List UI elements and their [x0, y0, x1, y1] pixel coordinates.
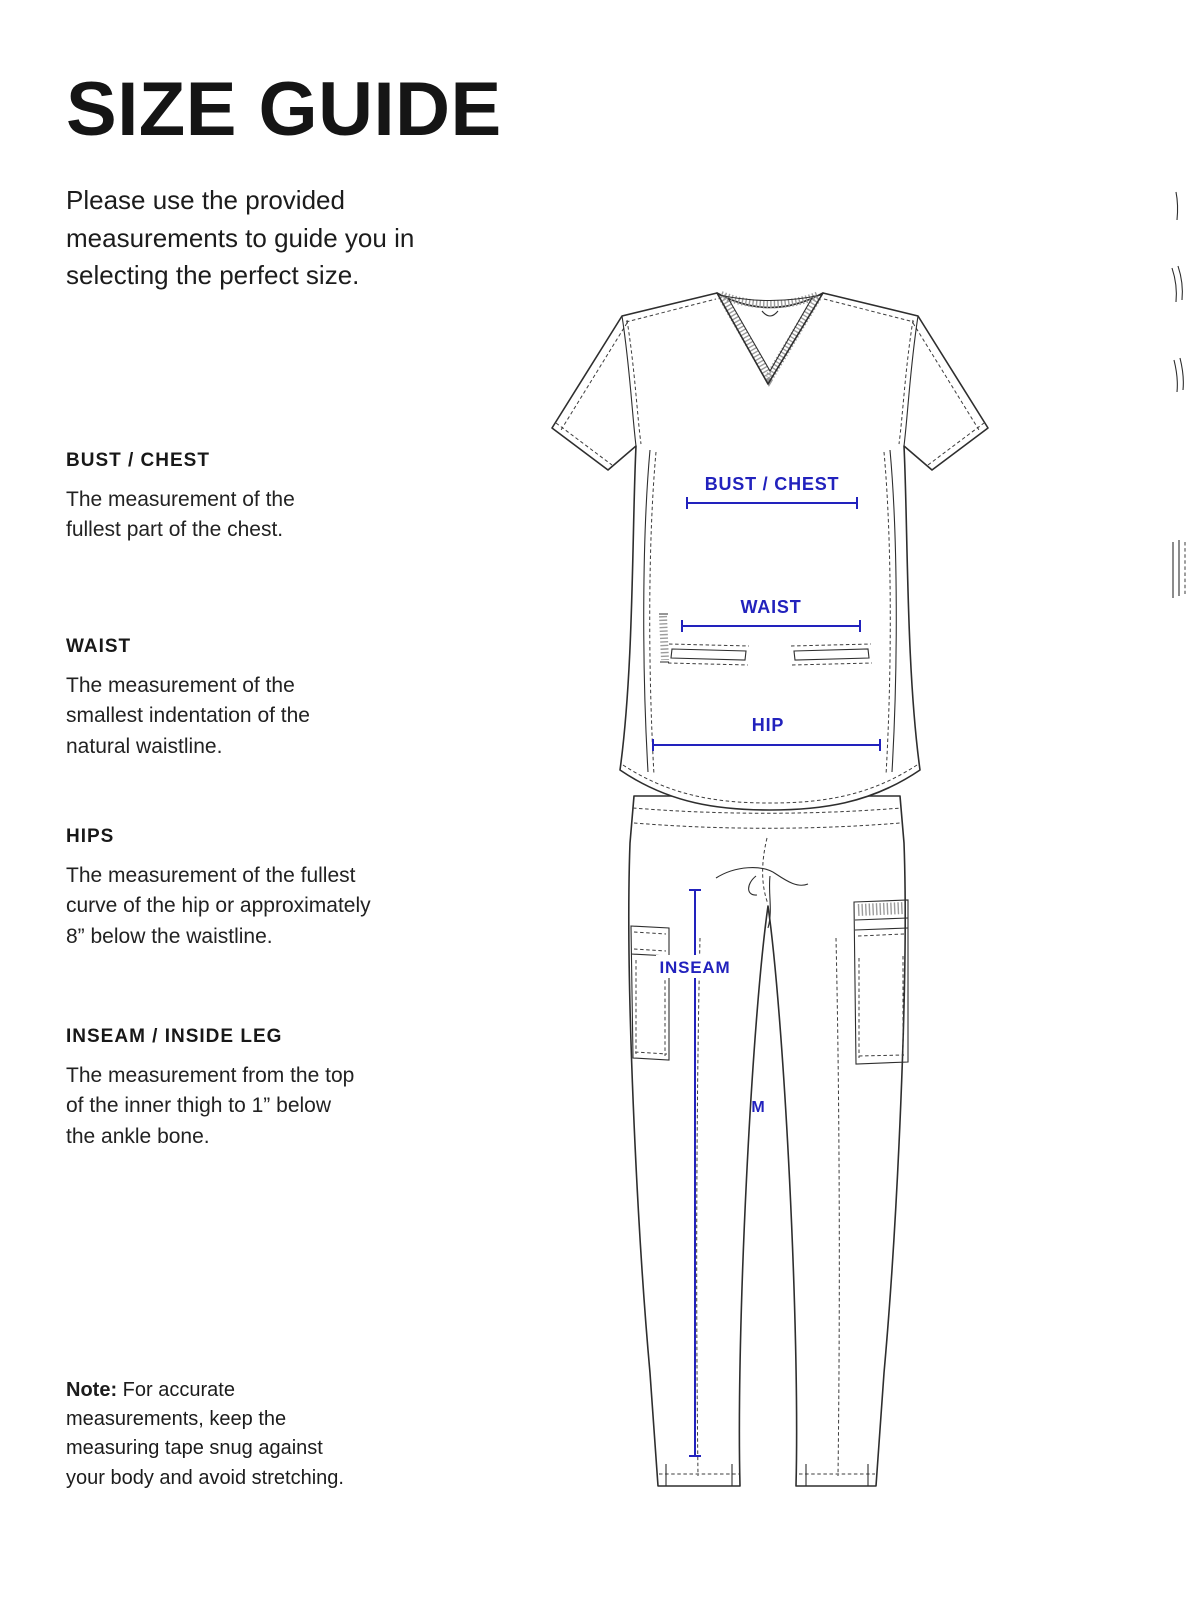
garment-measurement-diagram: [530, 278, 1000, 1523]
hip-measurement-label: HIP: [751, 715, 785, 735]
cropped-illustration-fragment: [1168, 180, 1198, 630]
fragment-line: [1176, 192, 1178, 220]
note-label: Note:: [66, 1379, 118, 1401]
definition-term: INSEAM / INSIDE LEG: [66, 1026, 283, 1047]
definition-description: The measurement of the smallest indentation of the natural waistline.: [66, 674, 310, 758]
scrub-pants-drawing: [629, 796, 908, 1486]
definition-term: HIPS: [66, 826, 115, 847]
definition-description: The measurement of the fullest curve of the hip or approximately 8” below the waistline.: [66, 864, 371, 948]
page-title: SIZE GUIDE: [66, 67, 502, 152]
measurement-note: [66, 1376, 361, 1493]
size-marker-label: M: [751, 1099, 765, 1116]
definition-description: The measurement of the fullest part of the chest.: [66, 488, 295, 542]
definition-term: WAIST: [66, 636, 132, 657]
fragment-line: [1172, 266, 1182, 302]
waist-measurement-label: WAIST: [740, 597, 802, 617]
definition-inseam: [66, 1026, 366, 1152]
intro-text: Please use the provided measurements to guide you in selecting the perfect size.: [66, 185, 415, 291]
definition-hips: [66, 826, 386, 952]
note-body: For accurate measurements, keep the measuring tape snug against your body and avoid stretching.: [66, 1379, 344, 1489]
inseam-measurement-label: INSEAM: [659, 958, 731, 977]
fragment-line: [1174, 358, 1183, 392]
definition-description: The measurement from the top of the inner thigh to 1” below the ankle bone.: [66, 1064, 355, 1148]
definition-waist: [66, 636, 366, 762]
definition-bust-chest: [66, 450, 352, 546]
bust-measurement-label: BUST / CHEST: [704, 474, 840, 494]
definition-term: BUST / CHEST: [66, 450, 210, 471]
fragment-line: [1173, 540, 1179, 598]
